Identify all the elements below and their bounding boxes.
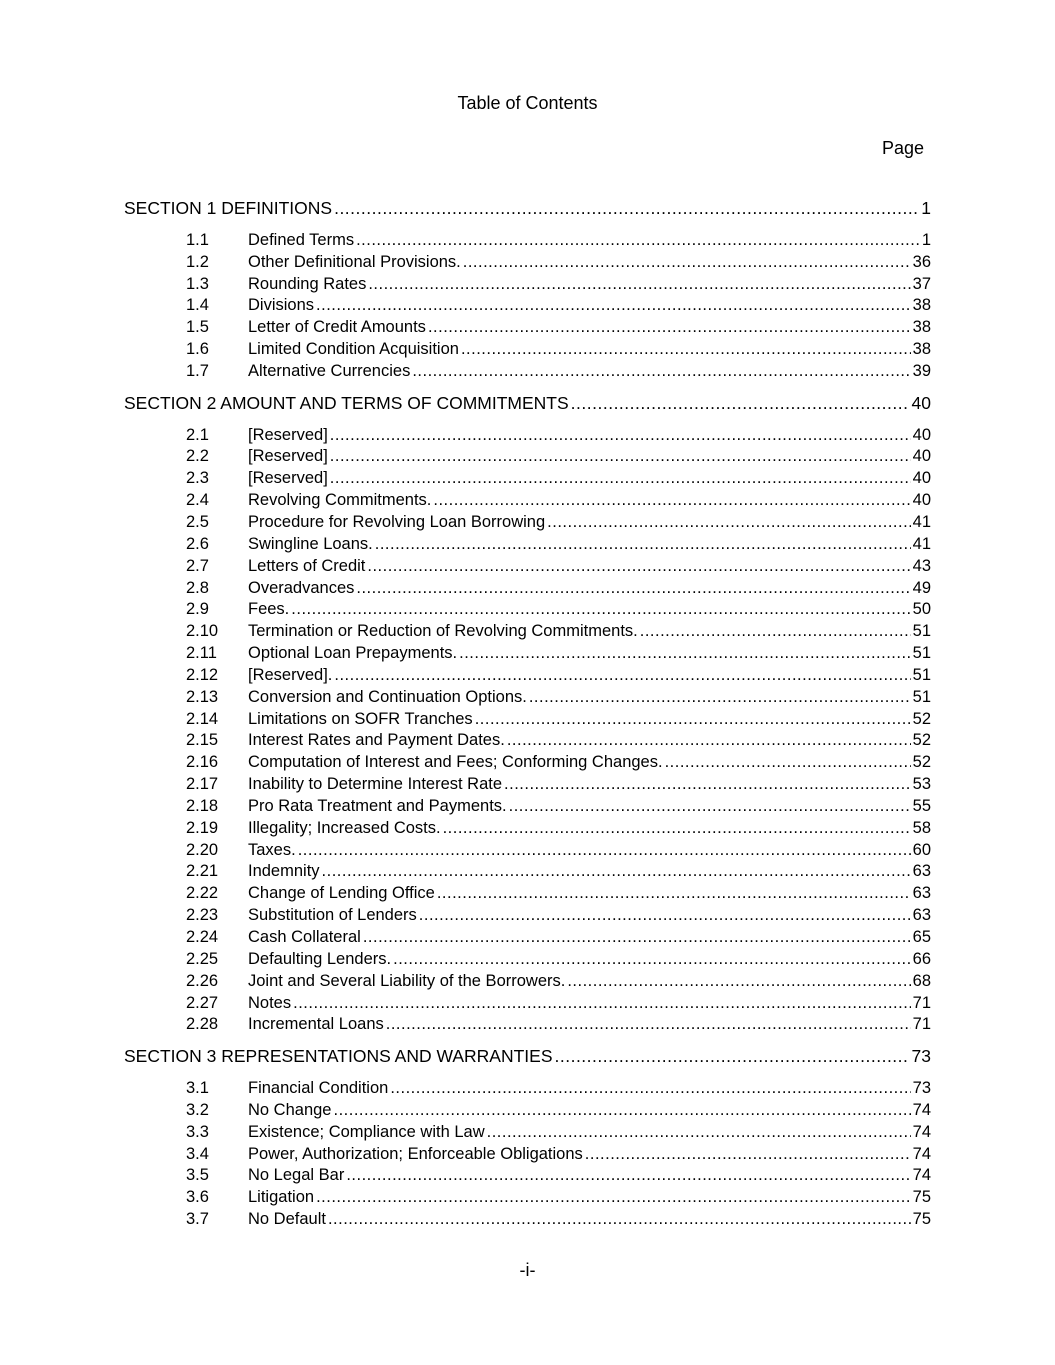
dot-leader: [443, 818, 911, 840]
toc-entry-title: Defaulting Lenders.: [248, 949, 392, 968]
toc-entry-number: 2.16: [186, 753, 219, 772]
toc-page-number: 63: [912, 884, 931, 903]
toc-entry-title: Indemnity: [248, 862, 320, 881]
toc-page-number: 38: [912, 318, 931, 337]
dot-leader: [334, 665, 910, 687]
toc-entry-title: Optional Loan Prepayments.: [248, 644, 458, 663]
toc-page-number: 71: [912, 1015, 931, 1034]
toc-page-number: 74: [912, 1122, 931, 1141]
dot-leader: [367, 556, 910, 578]
dot-leader: [322, 861, 911, 883]
toc-entry-number: 2.28: [186, 1015, 219, 1034]
toc-section-entry[interactable]: [0, 1046, 931, 1068]
toc-entry-title: Power, Authorization; Enforceable Obligations: [248, 1144, 583, 1163]
toc-entry-number: 2.10: [186, 622, 219, 641]
toc-entry-title: Notes: [248, 993, 292, 1012]
dot-leader: [459, 643, 911, 665]
dot-leader: [461, 339, 911, 361]
page-column-label: Page: [882, 138, 925, 158]
toc-entry[interactable]: [0, 446, 931, 468]
toc-entry-number: 2.18: [186, 796, 219, 815]
toc-page-number: 65: [912, 928, 931, 946]
dot-leader: [291, 599, 910, 621]
dot-leader: [487, 1122, 911, 1144]
toc-entry-title: Joint and Several Liability of the Borrowers.: [248, 971, 566, 990]
toc-entry[interactable]: [0, 993, 931, 1015]
toc-entry[interactable]: [0, 774, 931, 796]
toc-entry-number: 2.2: [186, 447, 209, 466]
toc-entry-title: [Reserved]: [248, 425, 328, 444]
toc-entry[interactable]: [0, 295, 931, 317]
toc-entry-title: [Reserved]: [248, 447, 328, 466]
toc-page-number: 51: [912, 622, 931, 641]
toc-entry-title: Computation of Interest and Fees; Conforming Changes.: [248, 753, 663, 772]
dot-leader: [509, 796, 911, 818]
toc-entry-title: No Legal Bar: [248, 1166, 345, 1185]
toc-entry-title: Incremental Loans: [248, 1015, 384, 1034]
toc-entry-title: Letter of Credit Amounts: [248, 318, 426, 337]
toc-entry-title: Pro Rata Treatment and Payments.: [248, 796, 507, 815]
dot-leader: [330, 446, 911, 468]
table-of-contents: [0, 198, 1055, 1231]
toc-entry-number: 2.13: [186, 687, 219, 706]
toc-entry-title: Existence; Compliance with Law: [248, 1122, 485, 1141]
toc-entry[interactable]: [0, 818, 931, 840]
toc-entry-number: 2.19: [186, 818, 219, 837]
toc-entry-number: 2.1: [186, 425, 209, 444]
toc-entry-number: 2.20: [186, 840, 219, 859]
toc-entry-number: 1.6: [186, 340, 209, 359]
toc-entry-title: Substitution of Lenders: [248, 906, 417, 925]
toc-entry[interactable]: [0, 1078, 931, 1100]
toc-entry-number: 2.9: [186, 600, 209, 619]
dot-leader: [585, 1144, 911, 1166]
toc-entry-title: Other Definitional Provisions.: [248, 252, 461, 271]
toc-page-number: 52: [912, 753, 931, 772]
toc-page-number: 51: [912, 687, 931, 706]
toc-entry[interactable]: [0, 1165, 931, 1187]
toc-entry[interactable]: [0, 971, 931, 993]
toc-entry[interactable]: [0, 1014, 931, 1036]
toc-entry-number: 2.15: [186, 731, 219, 750]
toc-entry[interactable]: [0, 578, 931, 600]
toc-page-number: 58: [912, 818, 931, 837]
toc-entry-number: 2.17: [186, 775, 219, 794]
dot-leader: [665, 752, 911, 774]
toc-page-number: 38: [912, 340, 931, 359]
toc-entry[interactable]: [0, 1100, 931, 1122]
toc-page-number: 71: [912, 993, 931, 1012]
dot-leader: [375, 534, 911, 556]
toc-entry[interactable]: [0, 709, 931, 731]
toc-page-number: 40: [912, 469, 931, 488]
toc-page-number: 51: [912, 644, 931, 663]
dot-leader: [412, 361, 910, 383]
toc-entry-title: Divisions: [248, 296, 315, 315]
toc-page-number: 60: [912, 840, 931, 859]
toc-entry-number: 2.23: [186, 906, 219, 925]
toc-entry[interactable]: [0, 861, 931, 883]
toc-entry-number: 1.4: [186, 296, 209, 315]
toc-entry-number: 3.5: [186, 1166, 209, 1185]
dot-leader: [547, 512, 910, 534]
toc-page-number: 40: [912, 425, 931, 444]
toc-entry-number: 1.3: [186, 274, 209, 293]
toc-entry-title: Procedure for Revolving Loan Borrowing: [248, 512, 546, 531]
toc-entry-title: [Reserved].: [248, 665, 333, 684]
toc-entry-title: Rounding Rates: [248, 274, 367, 293]
toc-page-number: 74: [912, 1100, 931, 1119]
toc-page-number: 38: [912, 296, 931, 315]
toc-entry-number: 3.3: [186, 1122, 209, 1141]
toc-entry-title: Fees.: [248, 600, 290, 619]
toc-entry-title: Termination or Reduction of Revolving Commitments.: [248, 622, 638, 641]
dot-leader: [555, 1046, 910, 1068]
toc-page-number: 49: [912, 578, 931, 597]
dot-leader: [571, 393, 910, 415]
toc-entry-title: [Reserved]: [248, 469, 328, 488]
toc-entry[interactable]: [0, 796, 931, 818]
toc-page-number: 52: [912, 709, 931, 728]
toc-entry[interactable]: [0, 883, 931, 905]
dot-leader: [529, 687, 911, 709]
page-number-footer: -i-: [519, 1260, 536, 1280]
toc-page-number: 63: [912, 862, 931, 881]
toc-entry[interactable]: [0, 274, 931, 296]
dot-leader: [390, 1078, 910, 1100]
toc-entry-title: Swingline Loans.: [248, 534, 373, 553]
dot-leader: [433, 490, 910, 512]
toc-entry-number: 1.7: [186, 361, 209, 380]
dot-leader: [356, 230, 920, 252]
toc-section-title: SECTION 1 DEFINITIONS: [124, 198, 333, 218]
dot-leader: [463, 252, 911, 274]
toc-page-number: 36: [912, 252, 931, 271]
toc-entry[interactable]: [0, 643, 931, 665]
toc-entry[interactable]: [0, 949, 931, 971]
dot-leader: [386, 1014, 911, 1036]
toc-entry-number: 2.25: [186, 949, 219, 968]
toc-entry-number: 3.1: [186, 1079, 209, 1098]
dot-leader: [334, 198, 919, 220]
toc-entry-number: 2.22: [186, 884, 219, 903]
toc-entry-title: Financial Condition: [248, 1079, 389, 1098]
toc-entry[interactable]: [0, 230, 931, 252]
toc-entry[interactable]: [0, 1187, 931, 1209]
toc-entry[interactable]: [0, 468, 931, 490]
toc-page-number: 55: [912, 796, 931, 815]
toc-page-number: 51: [912, 665, 931, 684]
toc-entry-number: 2.24: [186, 928, 219, 946]
toc-entry-title: Change of Lending Office: [248, 884, 435, 903]
toc-entry[interactable]: [0, 621, 931, 643]
toc-entry-title: Interest Rates and Payment Dates.: [248, 731, 505, 750]
toc-page-number: 1: [921, 230, 931, 249]
toc-entry-number: 2.11: [186, 644, 217, 663]
dot-leader: [333, 1100, 910, 1122]
dot-leader: [437, 883, 911, 905]
toc-entry[interactable]: [0, 556, 931, 578]
toc-entry-number: 1.1: [186, 230, 209, 249]
toc-entry-number: 2.14: [186, 709, 219, 728]
toc-entry[interactable]: [0, 840, 931, 862]
toc-entry-title: Alternative Currencies: [248, 361, 411, 380]
toc-entry[interactable]: [0, 1144, 931, 1166]
toc-entry-number: 3.4: [186, 1144, 209, 1163]
toc-entry[interactable]: [0, 927, 931, 949]
toc-page-number: 74: [912, 1144, 931, 1163]
toc-page-number: 40: [912, 491, 931, 510]
toc-entry-number: 1.5: [186, 318, 209, 337]
toc-entry-title: Overadvances: [248, 578, 355, 597]
toc-entry-number: 2.3: [186, 469, 209, 488]
toc-entry[interactable]: [0, 1209, 931, 1231]
toc-page-number: 41: [912, 534, 931, 553]
toc-entry-title: Letters of Credit: [248, 556, 366, 575]
toc-entry[interactable]: [0, 512, 931, 534]
toc-entry[interactable]: [0, 339, 931, 361]
toc-entry-number: 2.21: [186, 862, 219, 881]
toc-page-number: 73: [911, 1046, 931, 1067]
toc-page-number: 1: [921, 198, 931, 218]
toc-entry-title: Defined Terms: [248, 230, 355, 249]
toc-entry-number: 2.5: [186, 512, 209, 531]
toc-entry[interactable]: [0, 752, 931, 774]
toc-page-number: 41: [912, 512, 931, 531]
dot-leader: [393, 949, 911, 971]
dot-leader: [346, 1165, 910, 1187]
toc-entry-title: Limited Condition Acquisition: [248, 340, 459, 359]
toc-page-number: 40: [911, 392, 931, 413]
toc-entry-number: 2.8: [186, 578, 209, 597]
dot-leader: [567, 971, 910, 993]
dot-leader: [328, 1209, 911, 1231]
toc-entry-title: Litigation: [248, 1188, 315, 1207]
toc-entry[interactable]: [0, 905, 931, 927]
toc-page-number: 40: [912, 447, 931, 466]
toc-page-number: 73: [912, 1079, 931, 1098]
dot-leader: [293, 993, 911, 1015]
toc-entry-title: Illegality; Increased Costs.: [248, 818, 441, 837]
toc-entry[interactable]: [0, 252, 931, 274]
toc-entry[interactable]: [0, 361, 931, 383]
dot-leader: [504, 774, 911, 796]
toc-entry[interactable]: [0, 730, 931, 752]
toc-entry-number: 2.26: [186, 971, 219, 990]
toc-entry[interactable]: [0, 317, 931, 339]
toc-entry[interactable]: [0, 1122, 931, 1144]
dot-leader: [640, 621, 911, 643]
dot-leader: [419, 905, 911, 927]
document-title: Table of Contents: [457, 93, 598, 113]
dot-leader: [507, 730, 911, 752]
toc-entry[interactable]: [0, 534, 931, 556]
toc-entry-title: No Change: [248, 1100, 332, 1119]
toc-entry-title: Taxes.: [248, 840, 296, 859]
toc-entry[interactable]: [0, 687, 931, 709]
dot-leader: [368, 274, 910, 296]
dot-leader: [356, 578, 910, 600]
dot-leader: [330, 468, 911, 490]
toc-page-number: 39: [912, 361, 931, 380]
toc-entry[interactable]: [0, 425, 931, 447]
toc-entry-number: 1.2: [186, 252, 209, 271]
toc-entry-number: 2.27: [186, 993, 219, 1012]
toc-section-title: SECTION 3 REPRESENTATIONS AND WARRANTIES: [124, 1046, 553, 1067]
toc-entry-title: Revolving Commitments.: [248, 491, 432, 510]
toc-entry[interactable]: [0, 490, 931, 512]
toc-entry-number: 2.6: [186, 534, 209, 553]
toc-entry-number: 3.7: [186, 1210, 209, 1229]
toc-entry-number: 2.7: [186, 556, 209, 575]
toc-page-number: 52: [912, 731, 931, 750]
toc-entry-title: Cash Collateral: [248, 928, 361, 946]
toc-entry-title: Limitations on SOFR Tranches: [248, 709, 473, 728]
dot-leader: [316, 1187, 911, 1209]
toc-entry-title: Inability to Determine Interest Rate: [248, 775, 503, 794]
dot-leader: [316, 295, 911, 317]
dot-leader: [330, 425, 911, 447]
toc-entry-number: 2.4: [186, 491, 209, 510]
toc-entry-number: 3.6: [186, 1188, 209, 1207]
dot-leader: [363, 927, 911, 949]
toc-page-number: 43: [912, 556, 931, 575]
toc-page-number: 74: [912, 1166, 931, 1185]
toc-section-entry[interactable]: [0, 198, 931, 220]
toc-page-number: 75: [912, 1188, 931, 1207]
toc-entry-number: 3.2: [186, 1100, 209, 1119]
toc-entry-title: No Default: [248, 1210, 326, 1229]
dot-leader: [428, 317, 911, 339]
dot-leader: [475, 709, 911, 731]
toc-section-entry[interactable]: [0, 393, 931, 415]
toc-page-number: 63: [912, 906, 931, 925]
dot-leader: [298, 840, 911, 862]
toc-section-title: SECTION 2 AMOUNT AND TERMS OF COMMITMENTS: [124, 392, 569, 413]
toc-page-number: 37: [912, 274, 931, 293]
toc-entry[interactable]: [0, 665, 931, 687]
toc-page-number: 66: [912, 949, 931, 968]
toc-page-number: 75: [912, 1210, 931, 1229]
toc-page-number: 53: [912, 775, 931, 794]
toc-page-number: 68: [912, 971, 931, 990]
toc-entry[interactable]: [0, 599, 931, 621]
toc-entry-title: Conversion and Continuation Options.: [248, 687, 527, 706]
toc-entry-number: 2.12: [186, 665, 219, 684]
toc-page-number: 50: [912, 600, 931, 619]
